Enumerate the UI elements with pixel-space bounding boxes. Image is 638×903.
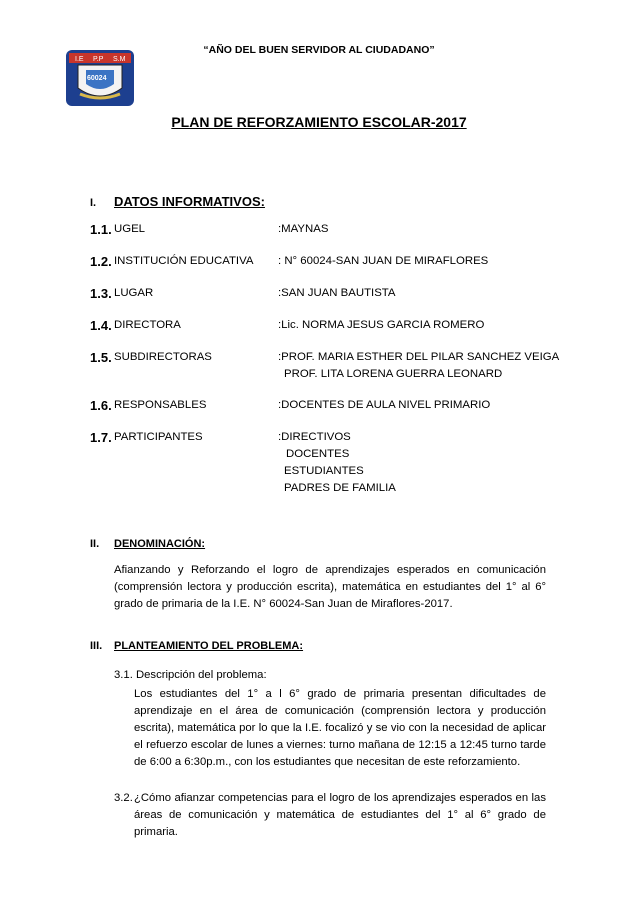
info-row-institucion	[90, 254, 489, 269]
info-row-ugel	[90, 222, 329, 237]
info-row-label: UGEL	[114, 223, 146, 235]
document-title: PLAN DE REFORZAMIENTO ESCOLAR-2017	[171, 114, 467, 130]
info-row-value: :SAN JUAN BAUTISTA	[278, 287, 396, 299]
participante-estudiantes: ESTUDIANTES	[284, 465, 364, 477]
info-row-value: :MAYNAS	[278, 223, 329, 235]
section-1-title: DATOS INFORMATIVOS:	[114, 194, 265, 209]
section-2-heading	[90, 538, 205, 550]
section-3-number: III.	[90, 640, 103, 652]
header-motto: “AÑO DEL BUEN SERVIDOR AL CIUDADANO”	[203, 44, 435, 56]
section-3-title: PLANTEAMIENTO DEL PROBLEMA:	[114, 640, 304, 652]
subsection-3-1-label: 3.1. Descripción del problema:	[114, 669, 267, 681]
info-row-value: :Lic. NORMA JESUS GARCIA ROMERO	[278, 319, 485, 331]
subsection-3-1-text: Los estudiantes del 1° a l 6° grado de primaria presentan dificultades de aprendizaje en el área de comunicación (comprensión lectora y producción escrita), matemática por lo que la I.E. focalizó y se vio con la necesidad de aplicar el refuerzo escolar de lunes a viernes: turno mañana de 12:15 a 12:45 turno tarde de 6:00 a 6:30p.m., con los estudiantes que necesitan de este reforzamiento.	[134, 688, 546, 768]
info-row-label: INSTITUCIÓN EDUCATIVA	[114, 255, 254, 267]
info-row-value: :DIRECTIVOS	[278, 431, 351, 443]
logo-text-mid: P.P	[93, 56, 104, 63]
info-row-label: PARTICIPANTES	[114, 431, 203, 443]
info-row-subdirectoras	[90, 350, 560, 365]
info-row-number: 1.6.	[90, 398, 112, 413]
info-row-value: :DOCENTES DE AULA NIVEL PRIMARIO	[278, 399, 491, 411]
info-row-number: 1.1.	[90, 222, 112, 237]
subsection-3-2-text: ¿Cómo afianzar competencias para el logro de los aprendizajes esperados en las áreas de comunicación y matemática de estudiantes del 1° al 6° grado de primaria.	[134, 792, 546, 838]
info-row-number: 1.2.	[90, 254, 112, 269]
logo-text-left: I.E	[75, 56, 84, 63]
participante-docentes: DOCENTES	[286, 448, 350, 460]
info-row-label: RESPONSABLES	[114, 399, 207, 411]
info-row-value: : N° 60024-SAN JUAN DE MIRAFLORES	[278, 255, 489, 267]
info-row-value: :PROF. MARIA ESTHER DEL PILAR SANCHEZ VEIGA	[278, 351, 560, 363]
section-1-number: I.	[90, 197, 97, 209]
subdirectora-2: PROF. LITA LORENA GUERRA LEONARD	[284, 368, 503, 380]
logo-code: 60024	[87, 75, 107, 82]
info-row-number: 1.7.	[90, 430, 112, 445]
info-row-label: SUBDIRECTORAS	[114, 351, 212, 363]
info-row-directora	[90, 318, 485, 333]
info-row-lugar	[90, 286, 396, 301]
info-row-number: 1.5.	[90, 350, 112, 365]
school-logo	[66, 50, 134, 106]
section-1-heading	[90, 194, 265, 209]
section-3-heading	[90, 640, 303, 652]
info-row-label: DIRECTORA	[114, 319, 181, 331]
info-row-label: LUGAR	[114, 287, 154, 299]
info-row-responsables	[90, 398, 491, 413]
participante-padres: PADRES DE FAMILIA	[284, 482, 396, 494]
section-2-number: II.	[90, 538, 100, 550]
section-2-title: DENOMINACIÓN:	[114, 538, 206, 550]
section-2-text: Afianzando y Reforzando el logro de aprendizajes esperados en comunicación (comprensión lectora y producción escrita), matemática en estudiantes del 1° al 6° grado de primaria de la I.E. N° 60024-San Juan de Miraflores-2017.	[114, 564, 546, 610]
info-row-participantes	[90, 430, 351, 445]
info-row-number: 1.3.	[90, 286, 112, 301]
info-row-number: 1.4.	[90, 318, 112, 333]
logo-text-right: S.M	[113, 56, 126, 63]
subsection-3-2-number: 3.2.	[114, 792, 133, 804]
